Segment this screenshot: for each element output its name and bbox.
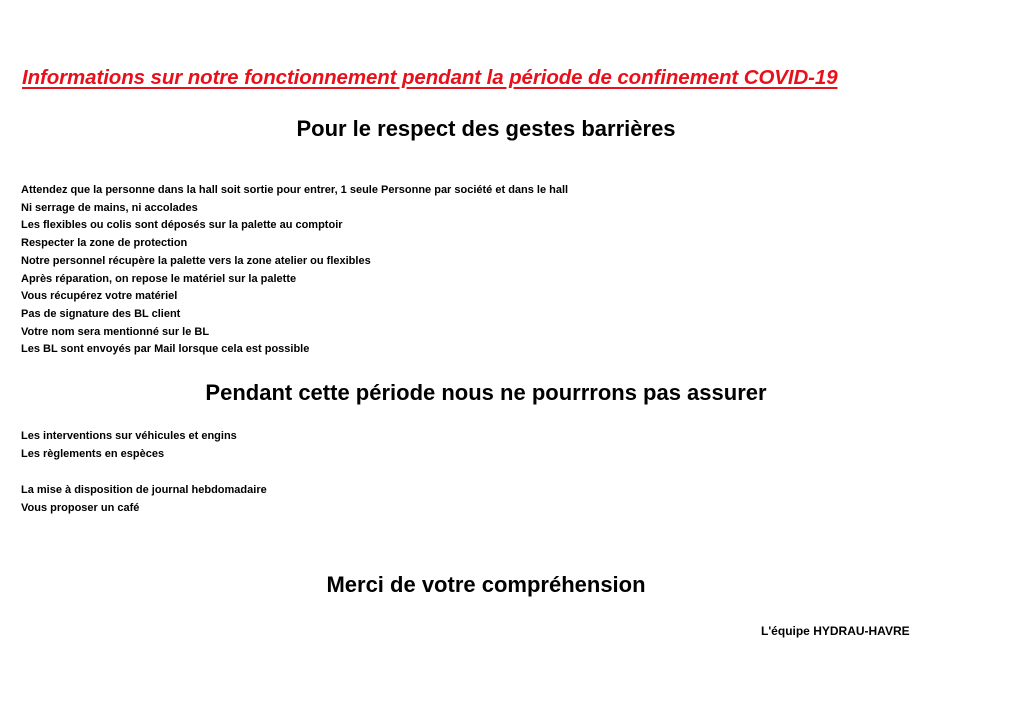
list-item: Les règlements en espèces bbox=[21, 447, 165, 460]
list-item: Pas de signature des BL client bbox=[21, 307, 181, 320]
list-item: La mise à disposition de journal hebdomadaire bbox=[21, 484, 267, 496]
barrier-gestures-heading: Pour le respect des gestes barrières bbox=[296, 116, 676, 141]
unavailable-services-heading: Pendant cette période nous ne pourrrons pas assurer bbox=[205, 380, 767, 405]
list-item: Vous récupérez votre matériel bbox=[21, 290, 178, 303]
barrier-gestures-list bbox=[21, 182, 568, 359]
unavailable-services-list bbox=[21, 428, 237, 463]
list-item: Attendez que la personne dans la hall soit sortie pour entrer, 1 seule Personne par société et dans le hall bbox=[21, 184, 569, 196]
thank-you-heading: Merci de votre compréhension bbox=[326, 572, 646, 597]
list-item: Les interventions sur véhicules et engins bbox=[21, 430, 237, 442]
list-item: Respecter la zone de protection bbox=[21, 237, 188, 250]
list-item: Les flexibles ou colis sont déposés sur la palette au comptoir bbox=[21, 219, 343, 232]
list-item: Les BL sont envoyés par Mail lorsque cela est possible bbox=[21, 343, 310, 356]
list-item: Notre personnel récupère la palette vers la zone atelier ou flexibles bbox=[21, 254, 371, 267]
list-item: Après réparation, on repose le matériel sur la palette bbox=[21, 272, 297, 285]
team-signature: L'équipe HYDRAU-HAVRE bbox=[761, 624, 910, 638]
unavailable-services-list-extra bbox=[21, 482, 267, 517]
list-item: Ni serrage de mains, ni accolades bbox=[21, 201, 198, 214]
covid-info-banner: Informations sur notre fonctionnement pendant la période de confinement COVID-19 bbox=[22, 66, 838, 89]
list-item: Votre nom sera mentionné sur le BL bbox=[21, 325, 210, 338]
list-item: Vous proposer un café bbox=[21, 501, 140, 514]
